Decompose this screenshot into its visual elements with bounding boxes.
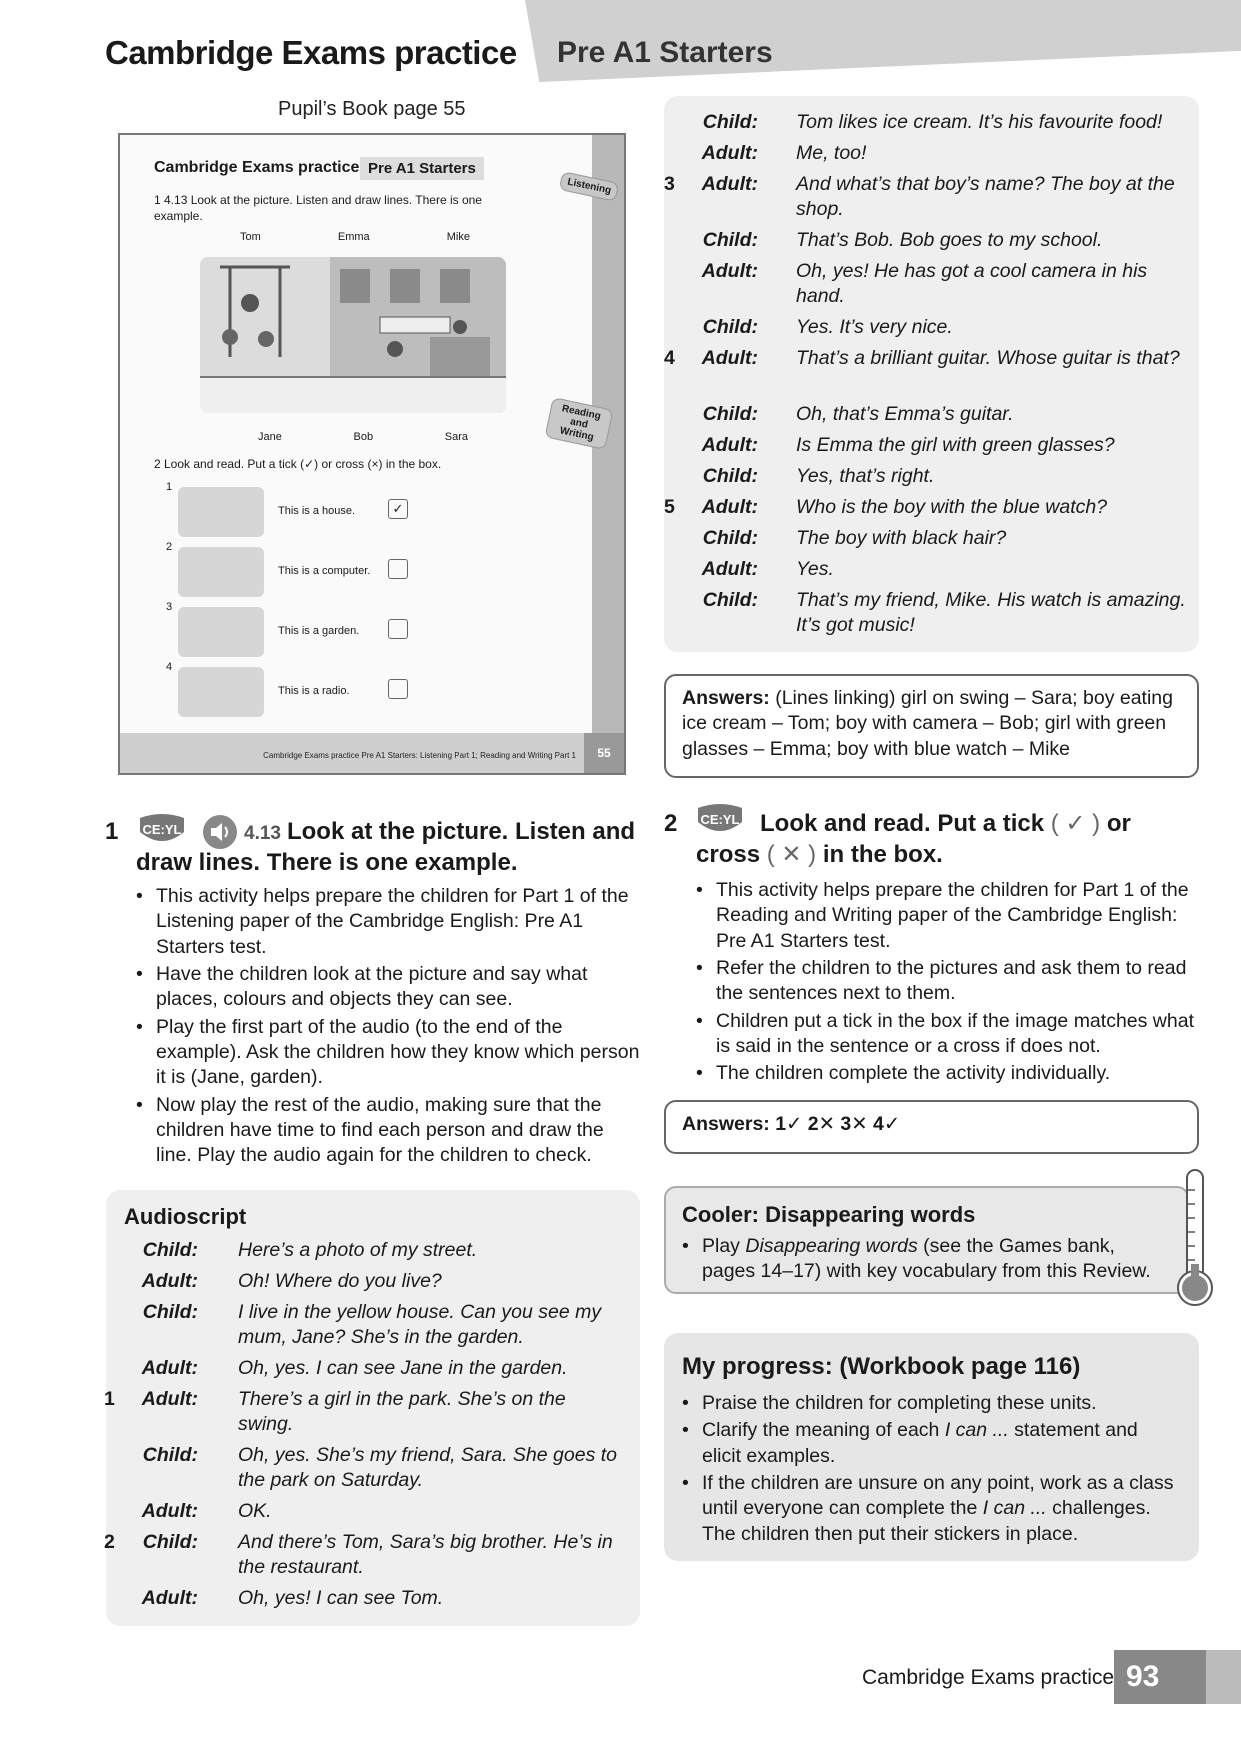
- spoken-text: Who is the boy with the blue watch?: [796, 496, 1108, 518]
- my-progress-box: [664, 1333, 1199, 1561]
- thumb-name: Bob: [353, 431, 374, 443]
- spoken-text: There’s a girl in the park. She’s on the swing.: [238, 1388, 566, 1435]
- thumb-ex1-instruction: 1 4.13 Look at the picture. Listen and draw lines. There is one example.: [154, 193, 482, 223]
- page-number: 93: [1114, 1650, 1206, 1704]
- thumb-tick-box[interactable]: [388, 619, 408, 639]
- script-line: [104, 1586, 624, 1617]
- list-item: • Have the children look at the picture and say what places, colours and objects they can see.: [136, 962, 644, 1013]
- thumb-tick-box[interactable]: [388, 679, 408, 699]
- ex2-heading-cross: cross: [696, 841, 761, 869]
- speaker-label: Child:: [702, 527, 758, 549]
- ex1-heading-text: Look at the picture. Listen and draw lines. There is one example.: [136, 818, 636, 877]
- thumb-row-text: This is a house.: [278, 505, 356, 517]
- thumb-row-number: 4: [166, 661, 173, 673]
- thumb-level: Pre A1 Starters: [360, 157, 484, 180]
- progress-text: Clarify the meaning of each: [702, 1419, 945, 1442]
- speaker-label: Child:: [702, 111, 758, 133]
- list-item: • Praise the children for completing these units.: [682, 1391, 1182, 1416]
- script-line: [664, 141, 1186, 172]
- question-number: 1: [104, 1388, 115, 1410]
- speaker-label: Child:: [142, 1444, 198, 1466]
- speaker-label: Child:: [142, 1531, 198, 1553]
- speaker-label: Child:: [702, 589, 758, 611]
- speaker-label: Child:: [142, 1301, 198, 1323]
- thumb-name: Sara: [444, 431, 468, 443]
- thumb-name: Mike: [446, 231, 470, 243]
- thumb-row-number: 1: [166, 481, 173, 493]
- progress-text: challenges. The children then put their stickers in place.: [702, 1497, 1151, 1545]
- speaker-label: Adult:: [141, 1388, 198, 1410]
- thumb-footnote: Cambridge Exams practice Pre A1 Starters: Listening Part 1; Reading and Writing Part 1: [263, 751, 576, 760]
- spoken-text: Oh, yes! I can see Tom.: [238, 1587, 444, 1609]
- footer-edge: [1206, 1650, 1241, 1704]
- speaker-label: Adult:: [141, 1357, 198, 1379]
- progress-emphasis: I can ...: [982, 1497, 1047, 1520]
- speaker-label: Child:: [702, 229, 758, 251]
- spoken-text: The boy with black hair?: [796, 527, 1007, 549]
- speaker-label: Adult:: [701, 260, 758, 282]
- cross-symbol: ( ✕ ): [766, 841, 817, 869]
- thumb-row: [154, 661, 414, 713]
- thumb-reading-badge: Reading and Writing: [544, 397, 613, 450]
- tick-symbol: ( ✓ ): [1050, 810, 1101, 837]
- spoken-text: Is Emma the girl with green glasses?: [796, 434, 1115, 456]
- thumb-listening-badge: Listening: [559, 171, 620, 202]
- street-scene-illustration: [200, 257, 506, 413]
- house-picture: [178, 487, 264, 537]
- spoken-text: Tom likes ice cream. It’s his favourite food!: [796, 111, 1163, 133]
- spoken-text: And what’s that boy’s name? The boy at the shop.: [796, 173, 1175, 220]
- list-item: [682, 1234, 1152, 1285]
- script-line: [664, 315, 1186, 346]
- question-number: 2: [104, 1531, 115, 1553]
- thumb-row: [154, 601, 414, 653]
- page-title: Cambridge Exams practice: [105, 34, 517, 71]
- thumb-row-text: This is a garden.: [278, 625, 360, 637]
- thumb-row: [154, 481, 414, 533]
- script-line: [104, 1356, 624, 1387]
- script-line: [664, 464, 1186, 495]
- list-item: • Now play the rest of the audio, making sure that the children have time to find each person and draw the line. Play the audio again for the children to check.: [136, 1093, 644, 1169]
- radio-picture: [178, 667, 264, 717]
- spoken-text: Here’s a photo of my street.: [238, 1239, 478, 1261]
- spoken-text: Yes.: [796, 558, 834, 580]
- spoken-text: That’s a brilliant guitar. Whose guitar is that?: [796, 347, 1180, 369]
- speaker-label: Adult:: [701, 434, 758, 456]
- script-line: [104, 1238, 624, 1269]
- speaker-label: Child:: [702, 403, 758, 425]
- list-item: • The children complete the activity individually.: [696, 1061, 1202, 1086]
- thumb-name: Tom: [240, 231, 261, 243]
- speaker-label: Adult:: [141, 1270, 198, 1292]
- ex2-heading-or: or: [1106, 810, 1131, 837]
- footer-label: Cambridge Exams practice: [862, 1666, 1115, 1689]
- thumb-row-text: This is a computer.: [278, 565, 371, 577]
- answers-ex2: [664, 1100, 1199, 1154]
- spoken-text: OK.: [238, 1500, 272, 1522]
- script-line: [664, 557, 1186, 588]
- speaker-label: Adult:: [141, 1587, 198, 1609]
- progress-emphasis: I can ...: [944, 1419, 1009, 1442]
- spoken-text: Oh! Where do you live?: [238, 1270, 442, 1292]
- list-item: • This activity helps prepare the children for Part 1 of the Reading and Writing paper of the Cambridge English: Pre A1 Starters test.: [696, 878, 1202, 954]
- thumb-name: Jane: [258, 431, 282, 443]
- script-line: [104, 1530, 624, 1586]
- cooler-text: Play: [702, 1235, 746, 1257]
- audioscript-title: Audioscript: [124, 1204, 247, 1229]
- thumb-names-top: [240, 231, 470, 243]
- thumb-ex2-instruction: 2 Look and read. Put a tick (✓) or cross (×) in the box.: [154, 457, 442, 471]
- spoken-text: Yes, that’s right.: [796, 465, 935, 487]
- progress-notes: [682, 1391, 1182, 1549]
- question-number: 5: [664, 496, 675, 518]
- ex2-heading: [696, 808, 1196, 870]
- audio-track-number: 4.13: [244, 823, 281, 844]
- script-line: [104, 1443, 624, 1499]
- speaker-label: Child:: [702, 316, 758, 338]
- cooler-title: Cooler: Disappearing words: [682, 1202, 976, 1227]
- progress-text: If the children are unsure on any point, work as a class until everyone can complete the: [702, 1472, 1174, 1520]
- script-line: [104, 1269, 624, 1300]
- script-line: [664, 495, 1186, 526]
- ex2-notes: [696, 878, 1202, 1089]
- spoken-text: I live in the yellow house. Can you see my mum, Jane? She’s in the garden.: [238, 1301, 602, 1348]
- ex1-notes: [136, 884, 644, 1171]
- answers-label: Answers:: [682, 687, 770, 709]
- question-number: 3: [664, 173, 675, 195]
- game-name: Disappearing words: [745, 1235, 918, 1257]
- speaker-label: Child:: [142, 1239, 198, 1261]
- spoken-text: That’s my friend, Mike. His watch is amazing. It’s got music!: [796, 589, 1186, 636]
- list-item: • Refer the children to the pictures and ask them to read the sentences next to them.: [696, 956, 1202, 1007]
- pupils-book-thumbnail: [118, 133, 626, 775]
- progress-title: My progress: (Workbook page 116): [682, 1353, 1081, 1380]
- thumb-tick-box[interactable]: [388, 559, 408, 579]
- spoken-text: That’s Bob. Bob goes to my school.: [796, 229, 1103, 251]
- thumb-title: Cambridge Exams practice: [154, 159, 360, 176]
- garden-picture: [178, 607, 264, 657]
- ex2-heading-text: Look and read. Put a tick: [760, 810, 1045, 837]
- thermometer-icon: [1175, 1168, 1215, 1308]
- spoken-text: Me, too!: [796, 142, 867, 164]
- script-line: [104, 1499, 624, 1530]
- speaker-label: Adult:: [701, 347, 758, 369]
- list-item: • Play the first part of the audio (to the end of the example). Ask the children how they know which person it is (Jane, garden).: [136, 1015, 644, 1091]
- spoken-text: Yes. It’s very nice.: [796, 316, 953, 338]
- thumb-row-number: 3: [166, 601, 173, 613]
- script-line: [664, 402, 1186, 433]
- script-line: [664, 588, 1186, 644]
- thumb-row-text: This is a radio.: [278, 685, 350, 697]
- pupils-book-reference: Pupil’s Book page 55: [278, 98, 466, 120]
- camera-picture: [178, 547, 264, 597]
- thumb-row: [154, 541, 414, 593]
- cooler-notes: [682, 1234, 1152, 1287]
- list-item: • This activity helps prepare the children for Part 1 of the Listening paper of the Cambridge English: Pre A1 Starters test.: [136, 884, 644, 960]
- speaker-label: Child:: [702, 465, 758, 487]
- ex2-heading-end: in the box.: [822, 841, 943, 869]
- thumb-tick-box[interactable]: ✓: [388, 499, 408, 519]
- speaker-label: Adult:: [701, 173, 758, 195]
- thumb-page-number: 55: [584, 733, 624, 773]
- ex1-number: 1: [105, 818, 119, 845]
- thumb-side-strip: [592, 135, 624, 773]
- answers-label: Answers:: [682, 1113, 770, 1135]
- script-line: [104, 1300, 624, 1356]
- script-line: [664, 526, 1186, 557]
- badge-text: CE:YL: [142, 822, 182, 837]
- ex2-number: 2: [664, 810, 678, 837]
- cooler-text: (see the Games bank, pages 14–17) with key vocabulary from this Review.: [702, 1235, 1151, 1283]
- badge-text: CE:YL: [700, 812, 740, 827]
- list-item: [682, 1418, 1182, 1469]
- script-line: [664, 110, 1186, 141]
- thumb-row-number: 2: [166, 541, 173, 553]
- script-line: [664, 259, 1186, 315]
- speaker-label: Adult:: [701, 558, 758, 580]
- script-line: [664, 228, 1186, 259]
- ex1-heading: [136, 816, 656, 878]
- page-level: Pre A1 Starters: [557, 36, 773, 69]
- answers-text: (Lines linking) girl on swing – Sara; boy eating ice cream – Tom; boy with camera – Bob; girl with green glasses – Emma; boy with blue watch – Mike: [682, 687, 1174, 760]
- speaker-label: Adult:: [701, 496, 758, 518]
- spoken-text: Oh, yes. I can see Jane in the garden.: [238, 1357, 568, 1379]
- progress-text: statement and elicit examples.: [702, 1419, 1138, 1467]
- spoken-text: Oh, yes. She’s my friend, Sara. She goes to the park on Saturday.: [238, 1444, 618, 1491]
- script-line: [664, 172, 1186, 228]
- speaker-label: Adult:: [701, 142, 758, 164]
- spoken-text: Oh, that’s Emma’s guitar.: [796, 403, 1014, 425]
- speaker-label: Adult:: [141, 1500, 198, 1522]
- spoken-text: And there’s Tom, Sara’s big brother. He’s in the restaurant.: [238, 1531, 613, 1578]
- script-line: [664, 433, 1186, 464]
- script-line: [664, 346, 1186, 402]
- list-item: [682, 1471, 1182, 1547]
- cooler-box: [664, 1186, 1189, 1294]
- question-number: 4: [664, 347, 675, 369]
- list-item: • Children put a tick in the box if the image matches what is said in the sentence or a cross if does not.: [696, 1009, 1202, 1060]
- thumb-names-bottom: [258, 431, 468, 443]
- spoken-text: Oh, yes! He has got a cool camera in his hand.: [796, 260, 1148, 307]
- thumb-name: Emma: [337, 231, 370, 243]
- answers-text: 1✓ 2✕ 3✕ 4✓: [775, 1113, 901, 1135]
- script-line: [104, 1387, 624, 1443]
- answers-ex1: [664, 674, 1199, 778]
